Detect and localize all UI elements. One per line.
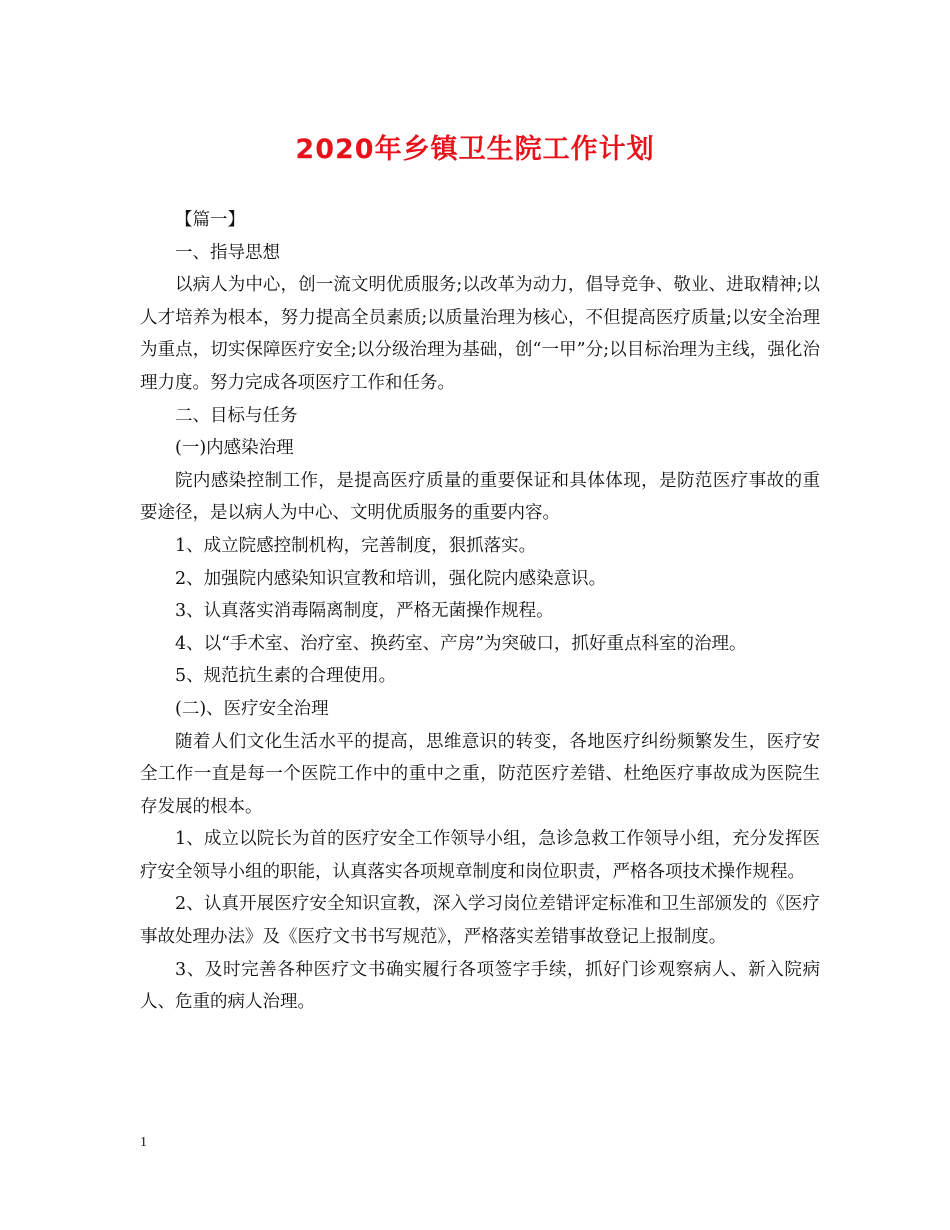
document-title: 2020年乡镇卫生院工作计划 [295, 134, 655, 165]
page-number: 1 [140, 1135, 147, 1150]
paragraph: 院内感染控制工作，是提高医疗质量的重要保证和具体体现，是防范医疗事故的重要途径，是以病人为中心、文明优质服务的重要内容。 [140, 470, 820, 524]
subheading-infection-control: (一)内感染治理 [175, 438, 294, 459]
list-item: 1、成立以院长为首的医疗安全工作领导小组，急诊急救工作领导小组，充分发挥医疗安全领导小组的职能，认真落实各项规章制度和岗位职责，严格各项技术操作规程。 [140, 829, 820, 882]
heading-goals-tasks: 二、目标与任务 [175, 405, 298, 426]
document-body [140, 204, 820, 1019]
list-item: 3、认真落实消毒隔离制度，严格无菌操作规程。 [175, 601, 554, 622]
paragraph: 以病人为中心，创一流文明优质服务;以改革为动力，倡导竞争、敬业、进取精神;以人才培养为根本，努力提高全员素质;以质量治理为核心，不但提高医疗质量;以安全治理为重点，切实保障医疗安全;以分级治理为基础，创“一甲”分;以目标治理为主线，强化治理力度。努力完成各项医疗工作和任务。 [140, 275, 820, 393]
list-item: 5、规范抗生素的合理使用。 [175, 666, 397, 687]
list-item: 4、以“手术室、治疗室、换药室、产房”为突破口，抓好重点科室的治理。 [175, 633, 747, 654]
list-item: 3、及时完善各种医疗文书确实履行各项签字手续，抓好门诊观察病人、新入院病人、危重的病人治理。 [140, 959, 820, 1013]
subheading-medical-safety: (二)、医疗安全治理 [175, 698, 329, 719]
list-item: 2、加强院内感染知识宣教和培训，强化院内感染意识。 [175, 568, 607, 589]
heading-guiding-ideology: 一、指导思想 [175, 242, 280, 263]
section-heading: 【篇一】 [175, 210, 245, 230]
paragraph: 随着人们文化生活水平的提高，思维意识的转变，各地医疗纠纷频繁发生，医疗安全工作一直是每一个医院工作中的重中之重，防范医疗差错、杜绝医疗事故成为医院生存发展的根本。 [140, 731, 820, 817]
list-item: 1、成立院感控制机构，完善制度，狠抓落实。 [175, 535, 537, 556]
list-item: 2、认真开展医疗安全知识宣教，深入学习岗位差错评定标准和卫生部颁发的《医疗事故处理办法》及《医疗文书书写规范》，严格落实差错事故登记上报制度。 [140, 894, 820, 948]
